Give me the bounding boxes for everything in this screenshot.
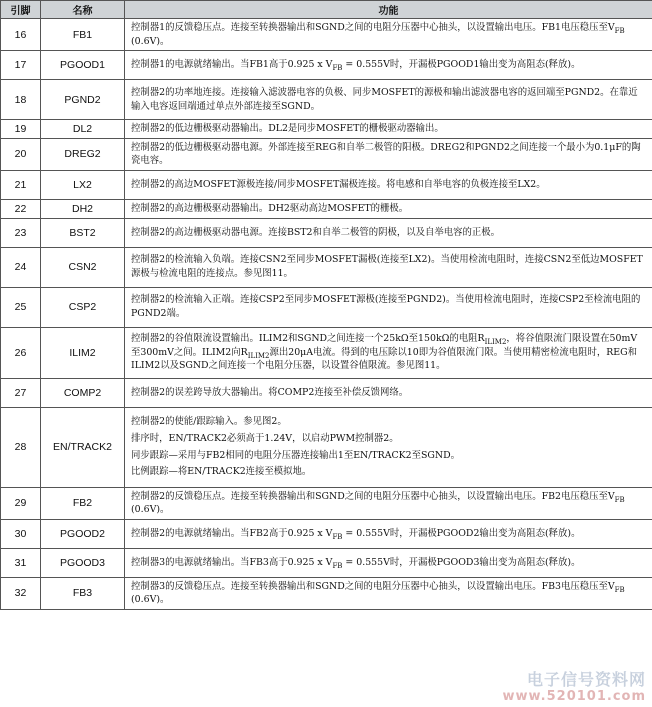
table-row	[1, 120, 652, 139]
pin-number: 24	[1, 247, 41, 287]
subscript: ILIM2	[484, 338, 507, 347]
function-text: 控制器1的电源就绪输出。当FB1高于0.925 x V	[131, 59, 333, 71]
watermark	[502, 671, 646, 705]
pin-number: 18	[1, 80, 41, 120]
pin-number: 21	[1, 170, 41, 199]
watermark-site: www.520101.com	[502, 689, 646, 704]
pin-name: LX2	[41, 170, 125, 199]
function-text: (0.6V)。	[131, 594, 170, 606]
function-text: 控制器2的低边栅极驱动器输出。DL2是同步MOSFET的栅极驱动器输出。	[131, 123, 444, 135]
function-text: 控制器3的电源就绪输出。当FB3高于0.925 x V	[131, 556, 333, 568]
subscript: FB	[614, 495, 625, 504]
function-text: (0.6V)。	[131, 504, 170, 516]
pin-number: 20	[1, 138, 41, 170]
pin-name: FB2	[41, 487, 125, 519]
pin-function	[125, 548, 652, 577]
table-row	[1, 519, 652, 548]
function-text: 控制器2的检流输入正端。连接CSP2至同步MOSFET源极(连接至PGND2)。当使用检流电阻时，连接CSP2至检流电阻的PGND2端。	[131, 294, 641, 320]
pin-name: CSN2	[41, 247, 125, 287]
pin-name: DREG2	[41, 138, 125, 170]
function-text: 控制器2的检流输入负端。连接CSN2至同步MOSFET漏极(连接至LX2)。当使用检流电阻时，连接CSN2至低边MOSFET源极与检流电阻的连接点。参见图11。	[131, 254, 643, 280]
pin-name: PGOOD1	[41, 51, 125, 80]
pin-name: FB1	[41, 19, 125, 51]
header-pin: 引脚	[1, 1, 41, 19]
pin-name: DH2	[41, 199, 125, 218]
function-text: 控制器2的谷值限流设置输出。ILIM2和SGND之间连接一个25kΩ至150kΩ的电阻R	[131, 333, 485, 345]
function-paragraph: 控制器2的使能/跟踪输入。参见图2。	[131, 416, 287, 428]
pin-function	[125, 199, 652, 218]
function-text: 控制器2的电源就绪输出。当FB2高于0.925 x V	[131, 527, 333, 539]
pin-number: 23	[1, 218, 41, 247]
pin-name: CSP2	[41, 287, 125, 327]
subscript: FB	[332, 561, 343, 570]
pin-number: 31	[1, 548, 41, 577]
pin-name: PGOOD3	[41, 548, 125, 577]
pin-function	[125, 327, 652, 378]
table-row	[1, 407, 652, 487]
table-row	[1, 138, 652, 170]
pin-function	[125, 287, 652, 327]
pin-function	[125, 138, 652, 170]
pin-name: PGOOD2	[41, 519, 125, 548]
function-text: 控制器1的反馈稳压点。连接至转换器输出和SGND之间的电阻分压器中心抽头，以设置输出电压。FB1电压稳压至V	[131, 22, 615, 33]
table-row	[1, 199, 652, 218]
function-text: 源出20μA电流。得到的电压除以10即为谷值限流门限。当使用精密检流电阻时，REG和ILIM2以及SGND之间连接一个电阻分压器，以设置谷值限流。参见图11。	[131, 346, 637, 372]
table-header-row	[1, 1, 652, 19]
table-row	[1, 577, 652, 609]
table-row	[1, 218, 652, 247]
table-row	[1, 287, 652, 327]
pin-function	[125, 80, 652, 120]
function-text: ，将谷值限流门限设置在50mV至300mV之间。ILIM2向R	[131, 333, 638, 358]
pin-function	[125, 51, 652, 80]
pin-function	[125, 218, 652, 247]
function-text: 控制器2的功率地连接。连接输入滤波器电容的负极、同步MOSFET的源极和输出滤波器电容的返回端至PGND2。在靠近输入电容返回端通过单点外部连接至SGND。	[131, 87, 638, 112]
table-row	[1, 51, 652, 80]
pin-number: 17	[1, 51, 41, 80]
subscript: FB	[332, 64, 343, 73]
table-row	[1, 487, 652, 519]
pin-number: 19	[1, 120, 41, 139]
pin-number: 27	[1, 378, 41, 407]
pin-name: COMP2	[41, 378, 125, 407]
function-text: 控制器2的高边栅极驱动器电源。连接BST2和自举二极管的阴极，以及自举电容的正极。	[131, 226, 500, 238]
function-text: = 0.555V时，开漏极PGOOD3输出变为高阻态(释放)。	[342, 556, 581, 568]
function-paragraph: 同步跟踪—采用与FB2相同的电阻分压器连接输出1至EN/TRACK2至SGND。	[131, 449, 461, 461]
pin-name: PGND2	[41, 80, 125, 120]
pin-number: 30	[1, 519, 41, 548]
subscript: FB	[332, 532, 343, 541]
function-text: 控制器3的反馈稳压点。连接至转换器输出和SGND之间的电阻分压器中心抽头，以设置输出电压。FB3电压稳压至V	[131, 580, 615, 592]
pin-number: 16	[1, 19, 41, 51]
pin-name: EN/TRACK2	[41, 407, 125, 487]
function-text: = 0.555V时，开漏极PGOOD2输出变为高阻态(释放)。	[342, 527, 581, 539]
pin-function	[125, 120, 652, 139]
function-text: (0.6V)。	[131, 35, 170, 47]
pin-function	[125, 247, 652, 287]
function-text: 控制器2的低边栅极驱动器电源。外部连接至REG和自举二极管的阳极。DREG2和PGND2之间连接一个最小为0.1μF的陶瓷电容。	[131, 141, 641, 167]
function-text: 控制器2的反馈稳压点。连接至转换器输出和SGND之间的电阻分压器中心抽头，以设置输出电压。FB2电压稳压至V	[131, 490, 615, 502]
function-text: = 0.555V时，开漏极PGOOD1输出变为高阻态(释放)。	[342, 59, 581, 71]
pin-number: 29	[1, 487, 41, 519]
pin-function	[125, 487, 652, 519]
pin-number: 22	[1, 199, 41, 218]
function-text: 控制器2的高边栅极驱动器输出。DH2驱动高边MOSFET的栅极。	[131, 202, 409, 214]
pin-function	[125, 170, 652, 199]
pin-function	[125, 519, 652, 548]
subscript: ILIM2	[247, 351, 270, 360]
subscript: FB	[614, 585, 625, 594]
table-row	[1, 170, 652, 199]
table-row	[1, 327, 652, 378]
table-row	[1, 80, 652, 120]
pin-name: ILIM2	[41, 327, 125, 378]
table-row	[1, 548, 652, 577]
pin-name: DL2	[41, 120, 125, 139]
pin-function	[125, 19, 652, 51]
pin-function	[125, 407, 652, 487]
function-text: 控制器2的误差跨导放大器输出。将COMP2连接至补偿反馈网络。	[131, 386, 409, 398]
table-row	[1, 19, 652, 51]
table-body	[1, 19, 652, 610]
pin-number: 25	[1, 287, 41, 327]
function-text: 控制器2的高边MOSFET源极连接/同步MOSFET漏极连接。将电感和自举电容的负极连接至LX2。	[131, 179, 546, 191]
pin-name: FB3	[41, 577, 125, 609]
pin-function	[125, 577, 652, 609]
table-row	[1, 378, 652, 407]
pin-function	[125, 378, 652, 407]
function-paragraph: 排序时，EN/TRACK2必须高于1.24V，以启动PWM控制器2。	[131, 432, 399, 444]
subscript: FB	[614, 26, 625, 35]
pin-number: 28	[1, 407, 41, 487]
header-name: 名称	[41, 1, 125, 19]
function-paragraph: 比例跟踪—将EN/TRACK2连接至模拟地。	[131, 466, 312, 478]
pin-name: BST2	[41, 218, 125, 247]
table-row	[1, 247, 652, 287]
watermark-text: 电子信号资料网	[526, 670, 646, 689]
header-function: 功能	[125, 1, 652, 19]
pin-number: 26	[1, 327, 41, 378]
pin-number: 32	[1, 577, 41, 609]
